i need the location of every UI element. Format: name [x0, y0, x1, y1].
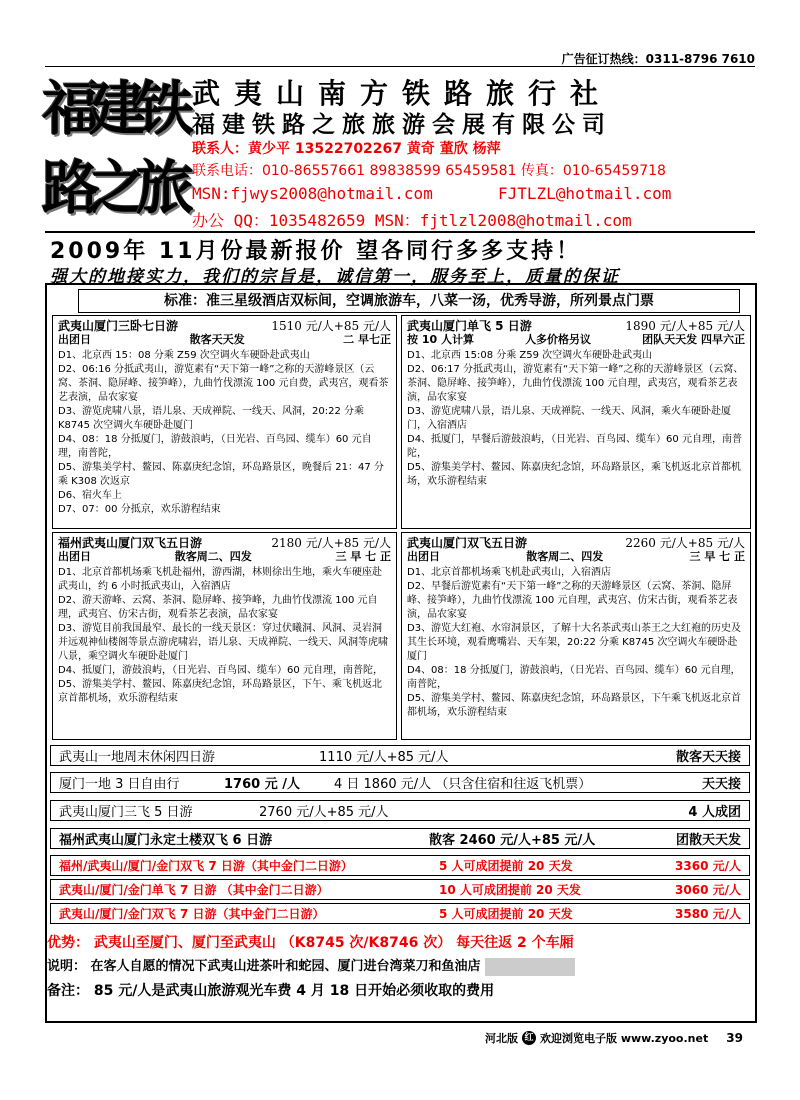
- logo-char: 路: [42, 154, 101, 222]
- tour-price: 2760 元/人+85 元/人: [259, 805, 389, 820]
- itinerary-line: D2、06:16 分抵武夷山，游览素有“天下第一峰”之称的天游峰景区（云窝、茶洞、隐屏峰、接笋峰），九曲竹伐漂流 100 元自费，武夷宫，观看茶艺表演，品农家宴: [58, 364, 389, 403]
- contact-phone: 联系电话：010-86557661 89838599 65459581 传真：010-65459718: [192, 163, 666, 179]
- package-sub-b: 散客天天发: [189, 333, 245, 346]
- logo-char: 之: [89, 154, 148, 222]
- tour-price: 1110 元/人+85 元/人: [319, 750, 449, 765]
- package-sub-c: 二 早七正: [343, 333, 391, 346]
- tour-schedule: 天天接: [701, 777, 741, 792]
- logo-char: 铁: [136, 75, 195, 143]
- tour-extra: 4 日 1860 元/人 （只含住宿和往返飞机票）: [334, 777, 592, 792]
- kinmen-note: 10 人可成团提前 20 天发: [439, 883, 581, 897]
- package-card: [401, 315, 751, 529]
- tour-row: [50, 745, 750, 766]
- package-title: 武夷山厦门三卧七日游: [58, 319, 179, 333]
- package-sub-b: 散客周二、四发: [526, 550, 604, 563]
- tour-name: 厦门一地 3 日自由行: [59, 777, 180, 792]
- msn-1: MSN:fjwys2008@hotmail.com: [192, 184, 433, 203]
- itinerary-line: D3、游览虎啸八景，语儿泉、天成禅院、一线天、风洞，20:22 分乘 K8745 次空调火车硬卧赴厦门: [58, 406, 365, 431]
- package-title: 武夷山厦门单飞 5 日游: [407, 319, 532, 333]
- msn-2: FJTLZL@hotmail.com: [498, 184, 672, 203]
- itinerary-line: D4、抵厦门，早餐后游鼓浪屿，（日光岩、百鸟园、缆车）60 元自理，南普陀，: [407, 434, 742, 459]
- office-qq: 办公 QQ：1035482659 MSN：fjtlzl2008@hotmail.com: [192, 211, 632, 230]
- logo-char: 建: [89, 75, 148, 143]
- itinerary-line: D6、宿火车上: [58, 490, 123, 501]
- page-number: 39: [726, 1031, 743, 1045]
- top-divider: [45, 66, 755, 67]
- itinerary-line: D5、游集美学村、鳌园、陈嘉庚纪念馆，环岛路景区，下午、乘飞机返北京首都机场，欢乐游程结束: [58, 679, 383, 704]
- kinmen-price: 3060 元/人: [675, 883, 741, 897]
- tour-schedule: 团散天天发: [675, 833, 741, 848]
- package-price: 2260 元/人+85 元/人: [625, 536, 745, 550]
- tour-name: 武夷山一地周末休闲四日游: [59, 750, 216, 765]
- package-sub-a: 出团日: [58, 333, 91, 346]
- contact-people: 联系人：黄少平 13522702267 黄奇 董欣 杨萍: [192, 141, 501, 157]
- tour-price: 散客 2460 元/人+85 元/人: [429, 833, 596, 848]
- logo-char: 旅: [136, 154, 195, 222]
- company-name-2: 福建铁路之旅旅游会展有限公司: [192, 112, 612, 138]
- package-price: 1510 元/人+85 元/人: [271, 319, 391, 333]
- tour-row: [50, 800, 750, 821]
- kinmen-name: 福州/武夷山/厦门/金门双飞 7 日游（其中金门二日游）: [59, 859, 353, 873]
- tour-name: 福州武夷山厦门永定土楼双飞 6 日游: [59, 833, 273, 848]
- package-card: [52, 532, 397, 740]
- tour-row: [50, 772, 750, 793]
- itinerary-line: D5、游集美学村、鳌园、陈嘉庚纪念馆，环岛路景区，乘飞机返北京首都机场，欢乐游程结束: [407, 462, 742, 487]
- package-sub-c: 三 早 七 正: [689, 550, 745, 563]
- tour-price: 1760 元 /人: [224, 777, 300, 792]
- itinerary-line: D3、游览目前我国最窄、最长的一线天景区：穿过伏曦洞、风洞、灵岩洞并远观神仙楼阁等景点游虎啸岩，语儿泉、天成禅院、一线天、风洞等虎啸八景，乘空调火车硬卧赴厦门: [58, 623, 388, 662]
- header-divider: [45, 231, 755, 233]
- package-sub-c: 三 早 七 正: [335, 550, 391, 563]
- itinerary-line: D7、07：00 分抵京，欢乐游程结束: [58, 504, 221, 515]
- package-sub-c: 团队天天发 四早六正: [642, 333, 745, 346]
- itinerary-line: D1、北京西 15:08 分乘 Z59 次空调火车硬卧赴武夷山: [407, 350, 653, 361]
- advantage-label: 优势：: [47, 935, 89, 951]
- kinmen-note: 5 人可成团提前 20 天发: [439, 859, 573, 873]
- itinerary-line: D1、北京首都机场乘飞机赴福州，游西湖，林则徐出生地，乘火车硬座赴武夷山，约 6 小时抵武夷山，入宿酒店: [58, 567, 383, 592]
- package-price: 1890 元/人+85 元/人: [625, 319, 745, 333]
- footer-edition: 河北版: [485, 1032, 518, 1045]
- kinmen-price: 3360 元/人: [675, 859, 741, 873]
- package-sub-a: 出团日: [58, 550, 91, 563]
- kinmen-name: 武夷山/厦门/金门双飞 7 日游（其中金门二日游）: [59, 907, 325, 921]
- remark-text: 85 元/人是武夷山旅游观光车费 4 月 18 日开始必须收取的费用: [93, 983, 495, 999]
- itinerary-line: D5、游集美学村、鳌园、陈嘉庚纪念馆，环岛路景区，晚餐后 21：47 分乘 K308 次返京: [58, 462, 384, 487]
- itinerary-line: D2、游天游峰、云窝、茶洞、隐屏峰、接笋峰，九曲竹伐漂流 100 元自理，武夷宫、仿宋古街，观看茶艺表演，品农家宴: [58, 595, 378, 620]
- itinerary-line: D4、抵厦门，游鼓浪屿，（日光岩、百鸟园、缆车）60 元自理，南普陀，: [58, 665, 383, 676]
- itinerary-line: D5、游集美学村、鳌园、陈嘉庚纪念馆，环岛路景区，下午乘飞机返北京首都机场，欢乐游程结束: [407, 693, 742, 718]
- tour-row: [50, 828, 750, 849]
- package-card: [401, 532, 751, 740]
- kinmen-name: 武夷山/厦门/金门单飞 7 日游 （其中金门二日游）: [59, 883, 329, 897]
- itinerary-line: D2、06:17 分抵武夷山，游览素有“天下第一峰”之称的天游峰景区（云窝、茶洞、隐屏峰、接笋峰），九曲竹伐漂流 100 元自理，武夷宫，观看茶艺表演，品农家宴: [407, 364, 744, 403]
- package-sub-b: 散客周二、四发: [174, 550, 252, 563]
- standard-line: 标准：准三星级酒店双标间，空调旅游车，八菜一汤，优秀导游，所列景点门票: [78, 289, 740, 313]
- package-sub-a: 按 10 人计算: [407, 333, 474, 346]
- red-badge-icon: 红: [522, 1031, 536, 1045]
- tour-name: 武夷山厦门三飞 5 日游: [59, 805, 193, 820]
- package-price: 2180 元/人+85 元/人: [271, 536, 391, 550]
- explain-note: [47, 955, 575, 976]
- explain-text: 在客人自愿的情况下武夷山进茶叶和蛇园、厦门进台湾菜刀和鱼油店: [90, 959, 481, 974]
- itinerary-line: D3、游览虎啸八景，语儿泉、天成禅院、一线天、风洞，乘火车硬卧赴厦门，入宿酒店: [407, 406, 732, 431]
- itinerary-line: D4、08：18 分抵厦门，游鼓浪屿，（日光岩、百鸟园、缆车）60 元自理，南普陀，: [58, 434, 372, 459]
- remark-label: 备注：: [47, 983, 89, 999]
- package-sub-b: 人多价格另议: [525, 333, 592, 346]
- footer-website[interactable]: 欢迎浏览电子版 www.zyoo.net: [540, 1032, 709, 1045]
- remark-note: [47, 980, 494, 1000]
- footer: [485, 1030, 743, 1046]
- tour-schedule: 4 人成团: [688, 805, 741, 820]
- advantage-text: 武夷山至厦门、厦门至武夷山 （K8745 次/K8746 次） 每天往返 2 个车厢: [93, 935, 574, 951]
- slogan: 强大的地接实力，我们的宗旨是，诚信第一，服务至上，质量的保证: [50, 267, 620, 287]
- ad-hotline: 广告征订热线：0311-8796 7610: [561, 52, 755, 66]
- kinmen-row: [50, 879, 750, 900]
- itinerary-line: D4、08：18 分抵厦门，游鼓浪屿，（日光岩、百鸟园、缆车）60 元自理，南普陀，: [407, 665, 741, 690]
- explain-label: 说明：: [47, 959, 87, 974]
- itinerary-line: D3、游览大红袍、水帘洞景区，了解十大名茶武夷山茶王之大红袍的历史及其生长环境，观看鹰嘴岩、天车架，20:22 分乘 K8745 次空调火车硬卧赴厦门: [407, 623, 742, 662]
- kinmen-row: [50, 855, 750, 876]
- itinerary-line: D1、北京西 15：08 分乘 Z59 次空调火车硬卧赴武夷山: [58, 350, 310, 361]
- advantage-note: [47, 932, 574, 952]
- logo: [42, 72, 195, 230]
- package-title: 福州武夷山厦门双飞五日游: [58, 536, 203, 550]
- page-title: 2009年 11月份最新报价 望各同行多多支持！: [50, 239, 582, 264]
- tour-schedule: 散客天天接: [675, 750, 741, 765]
- company-name-1: 武夷山南方铁路旅行社: [192, 77, 613, 110]
- itinerary-line: D2、早餐后游览素有“天下第一峰”之称的天游峰景区（云窝、茶洞、隐屏峰、接笋峰），九曲竹伐漂流 100 元自理，武夷宫、仿宋古街，观看茶艺表演，品农家宴: [407, 581, 738, 620]
- kinmen-price: 3580 元/人: [675, 907, 741, 921]
- itinerary-line: D1、北京首都机场乘飞机赴武夷山，入宿酒店: [407, 567, 612, 578]
- redacted-block: [485, 958, 575, 976]
- package-sub-a: 出团日: [407, 550, 440, 563]
- logo-char: 福: [42, 75, 101, 143]
- package-title: 武夷山厦门双飞五日游: [407, 536, 528, 550]
- kinmen-note: 5 人可成团提前 20 天发: [439, 907, 573, 921]
- kinmen-row: [50, 903, 750, 924]
- package-card: [52, 315, 397, 529]
